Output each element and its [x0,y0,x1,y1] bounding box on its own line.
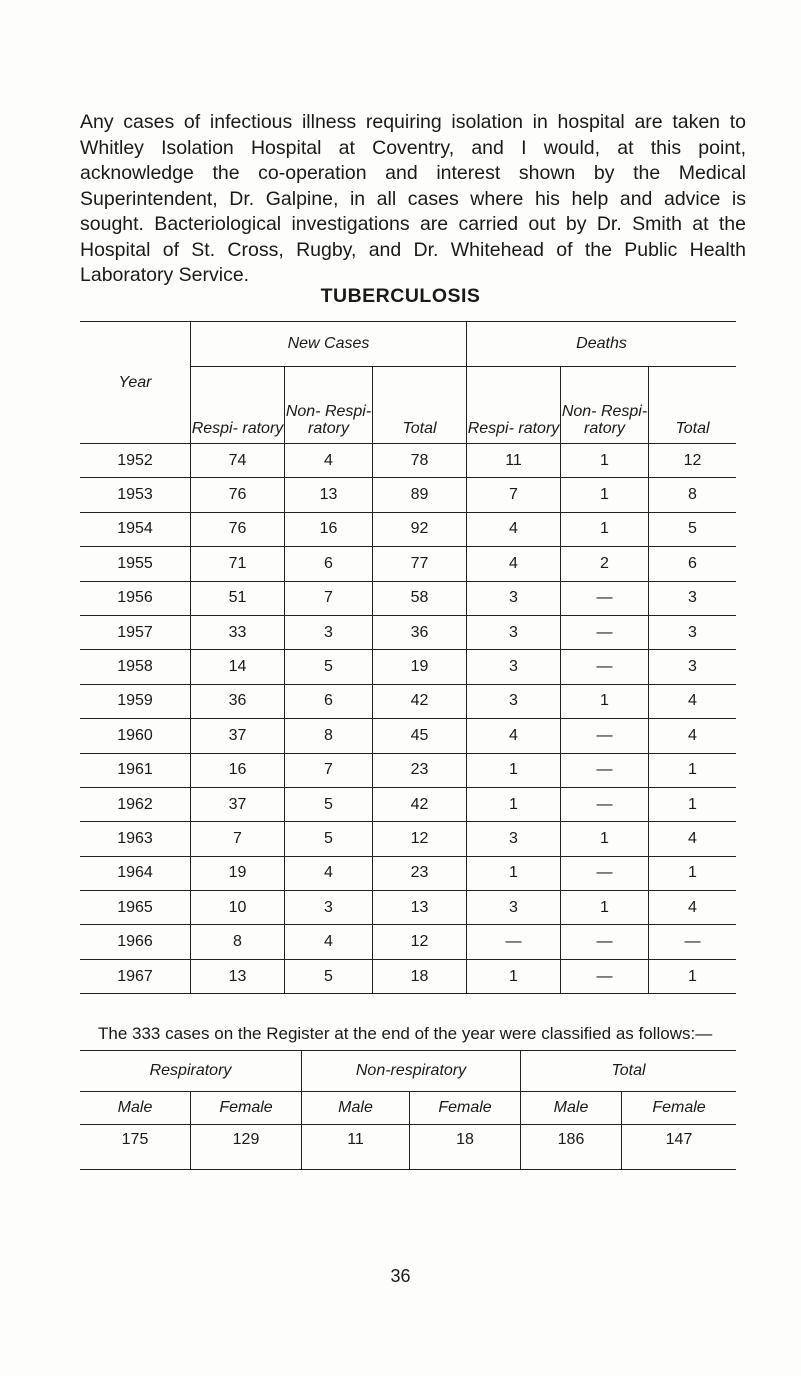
new-nonresp-cell: 5 [285,959,373,993]
new-total-cell: 42 [373,684,467,718]
new-nonresp-cell: 4 [285,444,373,478]
table-row [80,615,736,649]
table-row [80,891,736,925]
deaths-resp-cell: 11 [467,444,561,478]
deaths-total-cell: 1 [649,753,737,787]
deaths-nonresp-cell: 2 [561,547,649,581]
deaths-total-cell: 4 [649,822,737,856]
deaths-total-cell: 4 [649,719,737,753]
total-female-value: 147 [622,1125,737,1170]
new-total-cell: 58 [373,581,467,615]
total-male-header: Male [521,1092,622,1125]
deaths-total-cell: — [649,925,737,959]
new-nonresp-cell: 5 [285,822,373,856]
year-cell: 1954 [80,512,191,546]
new-resp-cell: 8 [191,925,285,959]
deaths-nonresp-header: Non- Respi- ratory [561,367,649,444]
new-total-cell: 23 [373,856,467,890]
new-total-cell: 23 [373,753,467,787]
deaths-nonresp-cell: — [561,959,649,993]
table-row [80,581,736,615]
deaths-resp-cell: 1 [467,753,561,787]
new-total-cell: 18 [373,959,467,993]
year-cell: 1956 [80,581,191,615]
year-cell: 1955 [80,547,191,581]
deaths-nonresp-cell: 1 [561,444,649,478]
new-nonresp-cell: 4 [285,925,373,959]
new-resp-cell: 33 [191,615,285,649]
register-table [80,1050,736,1170]
new-resp-cell: 74 [191,444,285,478]
deaths-total-cell: 4 [649,891,737,925]
year-cell: 1963 [80,822,191,856]
new-resp-cell: 19 [191,856,285,890]
new-resp-cell: 37 [191,787,285,821]
deaths-nonresp-cell: — [561,856,649,890]
nonresp-female-header: Female [410,1092,521,1125]
total-female-header: Female [622,1092,737,1125]
new-resp-cell: 16 [191,753,285,787]
nonresp-male-header: Male [302,1092,410,1125]
resp-female-value: 129 [191,1125,302,1170]
deaths-total-cell: 4 [649,684,737,718]
new-nonresp-cell: 3 [285,615,373,649]
deaths-nonresp-cell: — [561,753,649,787]
year-cell: 1952 [80,444,191,478]
new-total-cell: 13 [373,891,467,925]
new-resp-cell: 76 [191,478,285,512]
new-total-cell: 92 [373,512,467,546]
resp-female-header: Female [191,1092,302,1125]
new-resp-cell: 7 [191,822,285,856]
tuberculosis-rows [80,444,736,994]
new-resp-cell: 14 [191,650,285,684]
table-row [80,512,736,546]
new-resp-cell: 76 [191,512,285,546]
deaths-nonresp-cell: 1 [561,478,649,512]
new-total-cell: 12 [373,822,467,856]
year-cell: 1967 [80,959,191,993]
new-resp-cell: 51 [191,581,285,615]
new-resp-header: Respi- ratory [191,367,285,444]
year-cell: 1959 [80,684,191,718]
new-nonresp-cell: 7 [285,753,373,787]
year-cell: 1961 [80,753,191,787]
deaths-resp-cell: 3 [467,615,561,649]
resp-male-value: 175 [80,1125,191,1170]
year-header: Year [80,322,191,444]
tuberculosis-title: TUBERCULOSIS [320,285,481,307]
year-cell: 1960 [80,719,191,753]
deaths-nonresp-cell: — [561,650,649,684]
deaths-resp-cell: 3 [467,581,561,615]
new-resp-cell: 37 [191,719,285,753]
table-row [80,925,736,959]
page-number: 36 [390,1266,411,1286]
new-total-header: Total [373,367,467,444]
new-total-cell: 42 [373,787,467,821]
year-cell: 1958 [80,650,191,684]
new-resp-cell: 36 [191,684,285,718]
deaths-nonresp-cell: — [561,925,649,959]
new-nonresp-cell: 6 [285,684,373,718]
new-total-cell: 89 [373,478,467,512]
new-total-cell: 12 [373,925,467,959]
deaths-resp-cell: 3 [467,822,561,856]
new-nonresp-cell: 4 [285,856,373,890]
new-total-cell: 78 [373,444,467,478]
deaths-nonresp-cell: — [561,787,649,821]
table-row [80,478,736,512]
deaths-total-header: Total [649,367,737,444]
deaths-resp-cell: 4 [467,547,561,581]
deaths-resp-cell: 7 [467,478,561,512]
year-cell: 1965 [80,891,191,925]
deaths-header: Deaths [467,322,737,367]
deaths-nonresp-cell: 1 [561,822,649,856]
table-row [80,719,736,753]
table-row [80,787,736,821]
resp-male-header: Male [80,1092,191,1125]
deaths-total-cell: 3 [649,581,737,615]
new-nonresp-header: Non- Respi- ratory [285,367,373,444]
tuberculosis-table [80,321,736,994]
deaths-nonresp-cell: 1 [561,891,649,925]
non-respiratory-header: Non-respiratory [302,1051,521,1092]
intro-paragraph: Any cases of infectious illness requiring isolation in hospital are taken to Whitley Isolation Hospital at Coventry, and I would, at this point, acknowledge the co-operation and interest shown by the Medical Superintendent, Dr. Galpine, in all cases where his help and advice is sought. Bacteriological investigations are carried out by Dr. Smith at the Hospital of St. Cross, Rugby, and Dr. Whitehead of the Public Health Laboratory Service. [80,111,746,286]
deaths-total-cell: 1 [649,856,737,890]
table-row [80,753,736,787]
deaths-total-cell: 5 [649,512,737,546]
year-cell: 1953 [80,478,191,512]
deaths-resp-cell: 1 [467,856,561,890]
new-total-cell: 77 [373,547,467,581]
total-male-value: 186 [521,1125,622,1170]
table-row [80,684,736,718]
deaths-resp-cell: 3 [467,684,561,718]
new-total-cell: 45 [373,719,467,753]
nonresp-female-value: 18 [410,1125,521,1170]
deaths-resp-header: Respi- ratory [467,367,561,444]
deaths-nonresp-cell: — [561,581,649,615]
new-resp-cell: 10 [191,891,285,925]
year-cell: 1962 [80,787,191,821]
new-nonresp-cell: 13 [285,478,373,512]
deaths-nonresp-cell: 1 [561,512,649,546]
new-total-cell: 36 [373,615,467,649]
new-resp-cell: 71 [191,547,285,581]
deaths-total-cell: 12 [649,444,737,478]
table-row [80,959,736,993]
deaths-resp-cell: 1 [467,787,561,821]
deaths-nonresp-cell: — [561,615,649,649]
table-row [80,547,736,581]
table-row [80,650,736,684]
new-nonresp-cell: 7 [285,581,373,615]
nonresp-male-value: 11 [302,1125,410,1170]
deaths-nonresp-cell: — [561,719,649,753]
new-cases-header: New Cases [191,322,467,367]
deaths-resp-cell: 4 [467,719,561,753]
deaths-total-cell: 6 [649,547,737,581]
deaths-total-cell: 1 [649,959,737,993]
register-text: The 333 cases on the Register at the end of the year were classified as follows:— [98,1024,713,1043]
year-cell: 1966 [80,925,191,959]
respiratory-header: Respiratory [80,1051,302,1092]
new-nonresp-cell: 16 [285,512,373,546]
deaths-resp-cell: 3 [467,891,561,925]
new-total-cell: 19 [373,650,467,684]
year-cell: 1957 [80,615,191,649]
table-row [80,856,736,890]
year-cell: 1964 [80,856,191,890]
new-nonresp-cell: 5 [285,650,373,684]
new-nonresp-cell: 6 [285,547,373,581]
deaths-resp-cell: 1 [467,959,561,993]
new-nonresp-cell: 8 [285,719,373,753]
deaths-total-cell: 8 [649,478,737,512]
deaths-total-cell: 1 [649,787,737,821]
total-header: Total [521,1051,737,1092]
deaths-nonresp-cell: 1 [561,684,649,718]
deaths-resp-cell: 4 [467,512,561,546]
deaths-total-cell: 3 [649,615,737,649]
table-row [80,822,736,856]
new-nonresp-cell: 5 [285,787,373,821]
deaths-resp-cell: 3 [467,650,561,684]
deaths-total-cell: 3 [649,650,737,684]
new-resp-cell: 13 [191,959,285,993]
new-nonresp-cell: 3 [285,891,373,925]
table-row [80,444,736,478]
deaths-resp-cell: — [467,925,561,959]
